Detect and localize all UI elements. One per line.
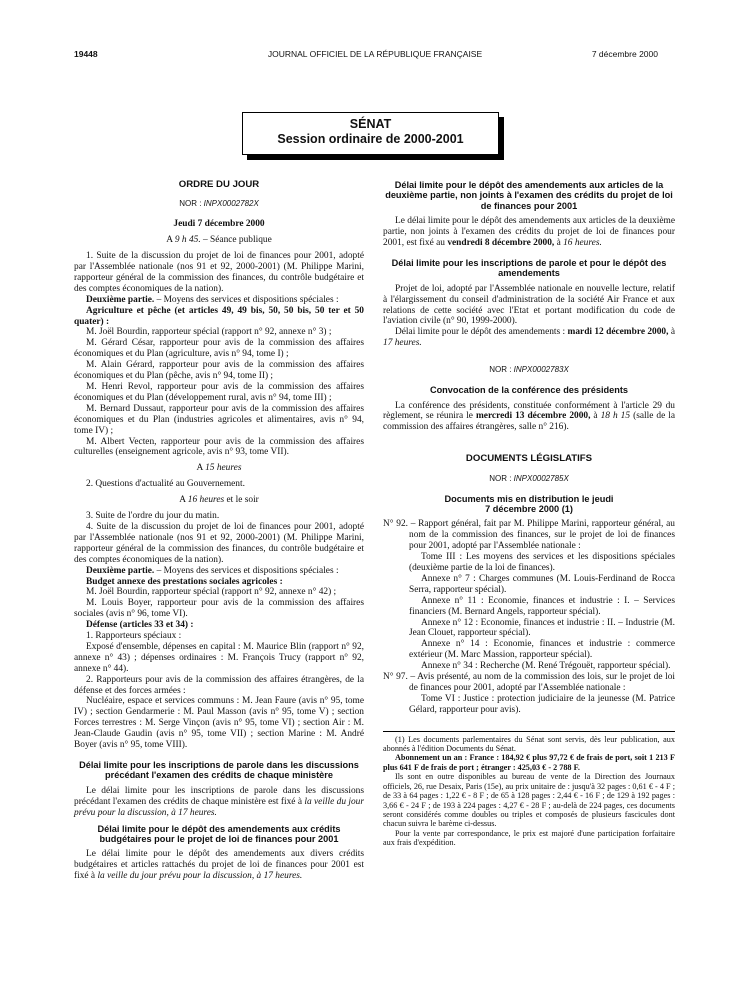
agri-item: M. Alain Gérard, rapporteur pour avis de la commission des affaires économiques et du Plan (pêche, avis n° 94, tome II) ; bbox=[74, 360, 364, 382]
footnote: Ils sont en outre disponibles au bureau de vente de la Direction des Journaux officiels, 26, rue Desaix, Paris (15e), au prix unitaire de : jusqu'à 32 pages : 0,61 € - 4 F ; de 33 à 64 pages : 1,22 € - 8 F ; de 65 à 128 pages : 2,44 € - 16 F ; de 129 à 192 pages : 3,66 € - 24 F ; de 193 à 224 pages : 4,27 € - 28 F ; au-delà de 224 pages, ces documents seront considérés comme doubles ou triples et composés de plusieurs fascicules dont chacun suivra le barème ci-dessus. bbox=[383, 772, 675, 829]
defense-sub-1-text: Exposé d'ensemble, dépenses en capital : M. Maurice Blin (rapport n° 92, annexe n° 43) ; dépenses ordinaires : M. François Trucy (rapport n° 92, annexe n° 44). bbox=[74, 641, 364, 674]
item-deuxieme-partie-2: Deuxième partie. – Moyens des services et dispositions spéciales : bbox=[86, 565, 339, 576]
defense-sub-2-text: Nucléaire, espace et services communs : M. Jean Faure (avis n° 95, tome IV) ; section Gendarmerie : M. Paul Masson (avis n° 95, tome V) ; section Forces terrestres : M. Serge Vinçon (avis n° 95, tome VI) ; section Air : M. Jean-Claude Gaudin (avis n° 95, tome VII) ; section Marine : M. André Boyer (avis n° 95, tome VIII). bbox=[74, 696, 364, 751]
deadline-amend-credits-text: Le délai limite pour le dépôt des amendements aux divers crédits budgétaires et articles rattachés du projet de loi de finances pour 2001 est fixé à la veille du jour prévu pour la discussion, à 17 heures. bbox=[74, 849, 364, 882]
documents-subtitle: Documents mis en distribution le jeudi 7 décembre 2000 (1) bbox=[444, 493, 614, 514]
issue-date: 7 décembre 2000 bbox=[591, 49, 658, 59]
footnote-divider bbox=[383, 731, 675, 732]
item-4: 4. Suite de la discussion du projet de loi de finances pour 2001, adopté par l'Assemblée nationale (nos 91 et 92, 2000-2001) (M. Philippe Marini, rapporteur général de la commission des finances, du contrôle budgétaire et des comptes économiques de la nation). bbox=[74, 521, 364, 565]
deadline-speech-title: Délai limite pour les inscriptions de parole dans les discussions précédant l'examen des crédits de chaque ministère bbox=[79, 760, 359, 781]
senat-title-box bbox=[242, 112, 499, 155]
doc-92-item: Annexe n° 14 : Economie, finances et industrie : commerce extérieur (M. Marc Massion, rapporteur spécial). bbox=[409, 639, 675, 661]
nor-code-3: INPX0002785X bbox=[513, 473, 569, 483]
deadline-parole-title: Délai limite pour les inscriptions de parole et pour le dépôt des amendements bbox=[391, 257, 667, 279]
item-3: 3. Suite de l'ordre du jour du matin. bbox=[86, 511, 220, 522]
nor-code: INPX0002782X bbox=[203, 199, 259, 209]
nor-line-3: NOR : INPX0002785X bbox=[489, 473, 569, 483]
agri-title: Agriculture et pêche (et articles 49, 49 bis, 50, 50 bis, 50 ter et 50 quater) : bbox=[74, 305, 364, 327]
item-2: 2. Questions d'actualité au Gouvernement. bbox=[86, 479, 245, 490]
deadline-parole-text-2: Délai limite pour le dépôt des amendements : mardi 12 décembre 2000, à 17 heures. bbox=[383, 327, 675, 349]
deadline-amend-articles-title: Délai limite pour le dépôt des amendements aux articles de la deuxième partie, non joints à l'examen des crédits du projet de loi de finances pour 2001 bbox=[385, 180, 673, 211]
nor-line: NOR : INPX0002782X bbox=[179, 199, 259, 209]
convocation-title: Convocation de la conférence des présidents bbox=[429, 385, 629, 396]
deadline-amend-credits-title: Délai limite pour le dépôt des amendements aux crédits budgétaires pour le projet de loi de finances pour 2001 bbox=[97, 823, 341, 844]
journal-title: JOURNAL OFFICIEL DE LA RÉPUBLIQUE FRANÇAISE bbox=[267, 49, 483, 59]
doc-92: N° 92. – Rapport général, fait par M. Philippe Marini, rapporteur général, au nom de la commission des finances, sur le projet de loi de finances pour 2001, adopté par l'Assemblée nationale : bbox=[383, 519, 675, 552]
agri-item: M. Bernard Dussaut, rapporteur pour avis de la commission des affaires économiques et du Plan (industries agricoles et alimentaires, avis n° 94, tome IV) ; bbox=[74, 403, 364, 436]
footnote: Pour la vente par correspondance, le prix est majoré d'une participation forfaitaire aux frais d'expédition. bbox=[383, 828, 675, 848]
bapsa-item: M. Joël Bourdin, rapporteur spécial (rapport n° 92, annexe n° 42) ; bbox=[86, 587, 337, 598]
doc-97-item: Tome VI : Justice : protection judiciaire de la jeunesse (M. Patrice Gélard, rapporteur pour avis). bbox=[409, 693, 675, 715]
defense-title: Défense (articles 33 et 34) : bbox=[86, 620, 194, 631]
left-column bbox=[74, 180, 364, 882]
doc-92-item: Annexe n° 12 : Economie, finances et industrie : II. – Industrie (M. Jean Clouet, rapporteur spécial). bbox=[409, 617, 675, 639]
agri-item: M. Henri Revol, rapporteur pour avis de la commission des affaires économiques et du Plan (développement rural, avis n° 94, tome III) ; bbox=[74, 382, 364, 403]
deadline-speech-text: Le délai limite pour les inscriptions de parole dans les discussions précédant l'examen des crédits de chaque ministère est fixé à la veille du jour prévu pour la discussion, à 17 heures. bbox=[74, 785, 365, 818]
doc-97: N° 97. – Avis présenté, au nom de la commission des lois, sur le projet de loi de finances pour 2001, adopté par l'Assemblée nationale : bbox=[383, 672, 675, 693]
session-date: Jeudi 7 décembre 2000 bbox=[173, 219, 265, 230]
convocation-text: La conférence des présidents, constituée conformément à l'article 29 du règlement, se réunira le mercredi 13 décembre 2000, à 18 h 15 (salle de la commission des affaires étrangères, salle n° 216). bbox=[383, 400, 675, 433]
time-evening: A 16 heures et le soir bbox=[179, 495, 259, 506]
documents-title: DOCUMENTS LÉGISLATIFS bbox=[465, 453, 593, 465]
bapsa-title: Budget annexe des prestations sociales agricoles : bbox=[86, 576, 283, 587]
page-number: 19448 bbox=[74, 49, 98, 59]
doc-92-item: Annexe n° 11 : Economie, finances et industrie : I. – Services financiers (M. Bernard Angels, rapporteur spécial). bbox=[409, 595, 675, 617]
deadline-amend-articles-text: Le délai limite pour le dépôt des amendements aux articles de la deuxième partie, non joints à l'examen des crédits du projet de loi de finances pour 2001, est fixé au vendredi 8 décembre 2000, à 16 heures. bbox=[383, 216, 675, 249]
item-1: 1. Suite de la discussion du projet de loi de finances pour 2001, adopté par l'Assemblée nationale (nos 91 et 92, 2000-2001) (M. Philippe Marini, rapporteur général de la commission des finances, du contrôle budgétaire et des comptes économiques de la nation). bbox=[74, 251, 364, 294]
nor-code-2: INPX0002783X bbox=[513, 365, 569, 375]
time-morning: A 9 h 45. – Séance publique bbox=[166, 235, 272, 246]
footnote: Abonnement un an : France : 184,92 € plus 97,72 € de frais de port, soit 1 213 F plus 641 F de frais de port ; étranger : 425,03 € - 2 788 F. bbox=[383, 753, 675, 772]
agri-item: M. Joël Bourdin, rapporteur spécial (rapport n° 92, annexe n° 3) ; bbox=[86, 327, 332, 338]
defense-sub-1: 1. Rapporteurs spéciaux : bbox=[86, 631, 182, 642]
doc-92-item: Annexe n° 34 : Recherche (M. René Trégouët, rapporteur spécial). bbox=[421, 661, 671, 672]
agri-item: M. Gérard César, rapporteur pour avis de la commission des affaires économiques et du Plan (agriculture, avis n° 94, tome I) ; bbox=[74, 338, 364, 360]
senat-title: SÉNAT bbox=[349, 117, 392, 131]
session-title: Session ordinaire de 2000-2001 bbox=[277, 132, 464, 146]
footnote: (1) Les documents parlementaires du Sénat sont servis, dès leur publication, aux abonnés à l'édition Documents du Sénat. bbox=[383, 734, 675, 754]
bapsa-item: M. Louis Boyer, rapporteur pour avis de la commission des affaires sociales (avis n° 96, tome VI). bbox=[74, 598, 364, 620]
time-afternoon: A 15 heures bbox=[196, 463, 242, 474]
nor-line-2: NOR : INPX0002783X bbox=[489, 365, 569, 375]
doc-92-item: Annexe n° 7 : Charges communes (M. Louis-Ferdinand de Rocca Serra, rapporteur spécial). bbox=[409, 573, 675, 595]
doc-92-item: Tome III : Les moyens des services et les dispositions spéciales (deuxième partie de la loi de finances). bbox=[409, 552, 675, 573]
item-deuxieme-partie: Deuxième partie. – Moyens des services et dispositions spéciales : bbox=[86, 294, 339, 305]
deadline-parole-text: Projet de loi, adopté par l'Assemblée nationale en nouvelle lecture, relatif à l'élargissement du conseil d'administration de la société Air France et aux relations de cette société avec l'Etat et portant modification du code de l'aviation civile (n° 90, 1999-2000). bbox=[383, 283, 675, 327]
right-column bbox=[383, 180, 675, 848]
ordre-du-jour-title: ORDRE DU JOUR bbox=[178, 179, 260, 190]
page-header bbox=[0, 49, 750, 63]
agri-item: M. Albert Vecten, rapporteur pour avis de la commission des affaires culturelles (enseignement agricole, avis n° 93, tome VII). bbox=[74, 436, 364, 458]
defense-sub-2: 2. Rapporteurs pour avis de la commission des affaires étrangères, de la défense et des forces armées : bbox=[74, 674, 364, 696]
